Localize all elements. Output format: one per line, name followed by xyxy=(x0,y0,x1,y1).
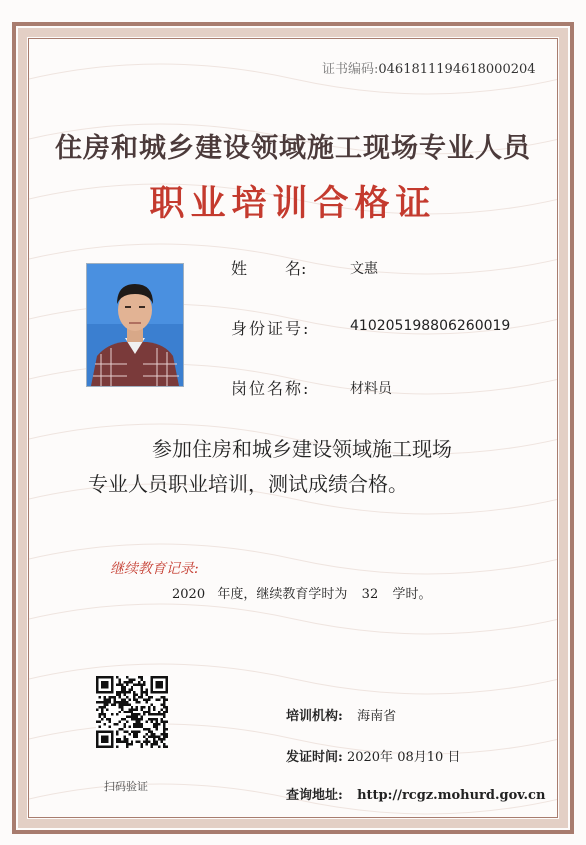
issue-date-month-unit: 月 xyxy=(413,750,427,765)
certificate-number-label: 证书编码: xyxy=(322,62,379,77)
statement-line-2: 专业人员职业培训，测试成绩合格。 xyxy=(88,472,408,496)
issue-date-year: 2020 xyxy=(346,750,381,765)
issue-date xyxy=(286,746,460,765)
certificate-title: 住房和城乡建设领域施工现场专业人员 xyxy=(55,133,531,164)
certificate-number-value: 0461811194618000204 xyxy=(378,62,536,77)
query-address xyxy=(286,784,545,803)
name-label-part1: 姓 xyxy=(231,259,248,278)
name-label-part2: 名: xyxy=(285,259,307,278)
continuing-education-title: 继续教育记录: xyxy=(110,561,199,577)
query-address-label: 查询地址: xyxy=(286,788,343,803)
qr-code-icon[interactable] xyxy=(96,676,168,748)
training-org xyxy=(286,705,396,724)
scan-verify-label: 扫码验证 xyxy=(104,780,148,793)
training-org-value: 海南省 xyxy=(357,709,397,724)
education-hours-suffix: 学时。 xyxy=(392,587,432,602)
continuing-education-record xyxy=(172,583,432,602)
query-address-link[interactable]: http://rcgz.mohurd.gov.cn xyxy=(357,788,546,803)
portrait-photo xyxy=(86,263,184,387)
name-value: 文惠 xyxy=(350,261,378,277)
position-value: 材料员 xyxy=(350,381,392,397)
education-year: 2020 xyxy=(172,587,206,602)
education-year-suffix: 年度，继续教育学时为 xyxy=(217,587,348,602)
education-hours: 32 xyxy=(361,587,379,602)
issue-date-year-unit: 年 xyxy=(380,750,394,765)
statement-line-1: 参加住房和城乡建设领域施工现场 xyxy=(152,437,452,461)
position-label: 岗位名称: xyxy=(231,379,311,398)
issue-date-day-unit: 日 xyxy=(447,750,461,765)
certificate-number xyxy=(322,58,536,77)
id-number-value: 410205198806260019 xyxy=(350,318,511,334)
id-number-label: 身份证号: xyxy=(231,319,311,338)
training-org-label: 培训机构: xyxy=(286,709,343,724)
issue-date-label: 发证时间: xyxy=(286,750,343,765)
issue-date-day: 10 xyxy=(426,750,444,765)
name-label xyxy=(231,256,306,279)
certificate-subtitle: 职业培训合格证 xyxy=(149,183,437,224)
issue-date-month: 08 xyxy=(397,750,414,765)
